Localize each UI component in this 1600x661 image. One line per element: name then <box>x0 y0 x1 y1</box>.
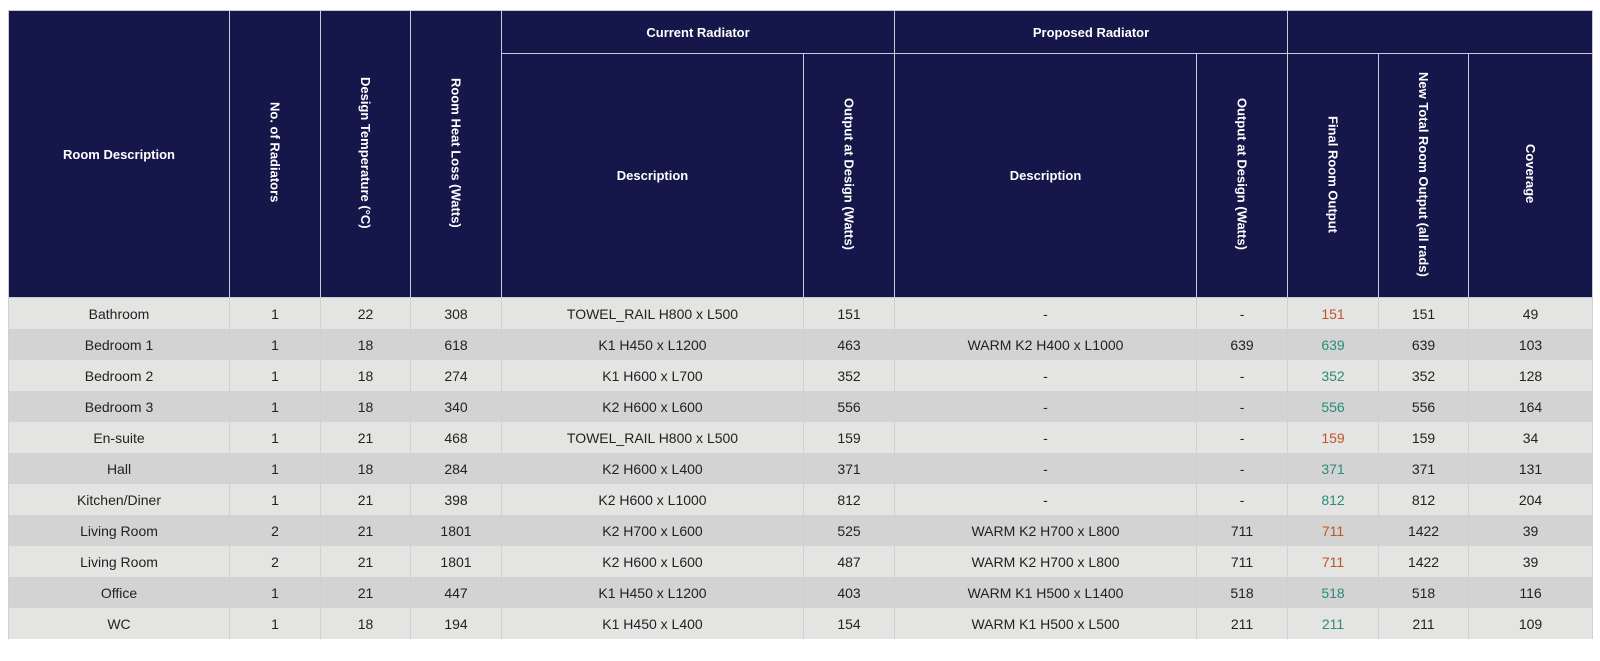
cell-proposed-output: 711 <box>1197 546 1288 577</box>
cell-proposed-output: - <box>1197 391 1288 422</box>
header-proposed-output: Output at Design (Watts) <box>1197 54 1288 298</box>
cell-room: Bedroom 3 <box>9 391 230 422</box>
cell-proposed-description: - <box>895 298 1197 330</box>
cell-current-description: K1 H450 x L1200 <box>502 329 804 360</box>
cell-proposed-output: 639 <box>1197 329 1288 360</box>
table-row <box>9 484 1593 515</box>
cell-design-temperature: 18 <box>321 391 411 422</box>
cell-coverage: 103 <box>1469 329 1593 360</box>
cell-room-heat-loss: 1801 <box>411 546 502 577</box>
header-proposed-description: Description <box>895 54 1197 298</box>
table-row <box>9 329 1593 360</box>
cell-room: Living Room <box>9 515 230 546</box>
cell-current-output: 154 <box>804 608 895 639</box>
cell-coverage: 128 <box>1469 360 1593 391</box>
header-current-radiator: Current Radiator <box>502 11 895 54</box>
cell-final-room-output: 711 <box>1288 546 1379 577</box>
header-no-of-radiators: No. of Radiators <box>230 11 321 298</box>
cell-final-room-output: 159 <box>1288 422 1379 453</box>
cell-proposed-description: WARM K1 H500 x L500 <box>895 608 1197 639</box>
header-coverage: Coverage <box>1469 54 1593 298</box>
cell-new-total-room-output: 371 <box>1379 453 1469 484</box>
cell-new-total-room-output: 352 <box>1379 360 1469 391</box>
cell-proposed-description: WARM K2 H400 x L1000 <box>895 329 1197 360</box>
cell-new-total-room-output: 639 <box>1379 329 1469 360</box>
cell-new-total-room-output: 1422 <box>1379 546 1469 577</box>
cell-room: WC <box>9 608 230 639</box>
cell-no-of-radiators: 2 <box>230 515 321 546</box>
cell-current-output: 556 <box>804 391 895 422</box>
cell-current-output: 812 <box>804 484 895 515</box>
cell-proposed-description: - <box>895 422 1197 453</box>
header-current-output: Output at Design (Watts) <box>804 54 895 298</box>
table-row <box>9 360 1593 391</box>
cell-proposed-description: WARM K2 H700 x L800 <box>895 546 1197 577</box>
cell-no-of-radiators: 1 <box>230 577 321 608</box>
table-row <box>9 453 1593 484</box>
cell-current-description: TOWEL_RAIL H800 x L500 <box>502 298 804 330</box>
cell-proposed-description: - <box>895 484 1197 515</box>
cell-no-of-radiators: 1 <box>230 422 321 453</box>
cell-design-temperature: 21 <box>321 422 411 453</box>
cell-room: Office <box>9 577 230 608</box>
table-row <box>9 422 1593 453</box>
cell-coverage: 39 <box>1469 515 1593 546</box>
cell-new-total-room-output: 556 <box>1379 391 1469 422</box>
cell-proposed-description: - <box>895 360 1197 391</box>
cell-coverage: 116 <box>1469 577 1593 608</box>
cell-room: Hall <box>9 453 230 484</box>
cell-current-output: 463 <box>804 329 895 360</box>
cell-room-heat-loss: 274 <box>411 360 502 391</box>
cell-current-description: K1 H450 x L1200 <box>502 577 804 608</box>
cell-no-of-radiators: 2 <box>230 546 321 577</box>
cell-proposed-output: - <box>1197 360 1288 391</box>
radiator-schedule <box>8 10 1592 639</box>
cell-current-description: K2 H600 x L600 <box>502 546 804 577</box>
cell-no-of-radiators: 1 <box>230 391 321 422</box>
cell-proposed-description: WARM K1 H500 x L1400 <box>895 577 1197 608</box>
header-final-room-output: Final Room Output <box>1288 54 1379 298</box>
table-row <box>9 608 1593 639</box>
cell-design-temperature: 22 <box>321 298 411 330</box>
cell-final-room-output: 211 <box>1288 608 1379 639</box>
cell-new-total-room-output: 151 <box>1379 298 1469 330</box>
table-body <box>9 298 1593 640</box>
cell-room-heat-loss: 618 <box>411 329 502 360</box>
cell-room: Kitchen/Diner <box>9 484 230 515</box>
table-row <box>9 391 1593 422</box>
header-room-heat-loss: Room Heat Loss (Watts) <box>411 11 502 298</box>
header-proposed-radiator: Proposed Radiator <box>895 11 1288 54</box>
cell-design-temperature: 21 <box>321 515 411 546</box>
cell-design-temperature: 21 <box>321 484 411 515</box>
cell-current-output: 525 <box>804 515 895 546</box>
cell-final-room-output: 812 <box>1288 484 1379 515</box>
table-row <box>9 298 1593 330</box>
cell-no-of-radiators: 1 <box>230 608 321 639</box>
cell-new-total-room-output: 1422 <box>1379 515 1469 546</box>
cell-design-temperature: 18 <box>321 360 411 391</box>
cell-proposed-output: - <box>1197 453 1288 484</box>
cell-design-temperature: 21 <box>321 546 411 577</box>
cell-proposed-description: - <box>895 453 1197 484</box>
cell-design-temperature: 18 <box>321 329 411 360</box>
cell-proposed-description: WARM K2 H700 x L800 <box>895 515 1197 546</box>
cell-design-temperature: 21 <box>321 577 411 608</box>
cell-current-output: 151 <box>804 298 895 330</box>
header-current-description: Description <box>502 54 804 298</box>
cell-no-of-radiators: 1 <box>230 329 321 360</box>
cell-current-output: 371 <box>804 453 895 484</box>
cell-final-room-output: 371 <box>1288 453 1379 484</box>
cell-final-room-output: 711 <box>1288 515 1379 546</box>
cell-no-of-radiators: 1 <box>230 360 321 391</box>
cell-room: Bedroom 1 <box>9 329 230 360</box>
cell-coverage: 39 <box>1469 546 1593 577</box>
cell-room-heat-loss: 468 <box>411 422 502 453</box>
table-row <box>9 546 1593 577</box>
cell-current-description: K2 H600 x L600 <box>502 391 804 422</box>
cell-room: En-suite <box>9 422 230 453</box>
cell-new-total-room-output: 812 <box>1379 484 1469 515</box>
cell-proposed-output: - <box>1197 484 1288 515</box>
cell-coverage: 131 <box>1469 453 1593 484</box>
cell-current-description: K2 H600 x L1000 <box>502 484 804 515</box>
cell-proposed-output: 711 <box>1197 515 1288 546</box>
cell-room-heat-loss: 398 <box>411 484 502 515</box>
cell-proposed-output: 518 <box>1197 577 1288 608</box>
cell-room: Living Room <box>9 546 230 577</box>
cell-design-temperature: 18 <box>321 453 411 484</box>
table-row <box>9 577 1593 608</box>
header-summary-group <box>1288 11 1593 54</box>
cell-coverage: 34 <box>1469 422 1593 453</box>
cell-no-of-radiators: 1 <box>230 484 321 515</box>
cell-coverage: 164 <box>1469 391 1593 422</box>
cell-final-room-output: 352 <box>1288 360 1379 391</box>
cell-final-room-output: 518 <box>1288 577 1379 608</box>
cell-current-output: 352 <box>804 360 895 391</box>
cell-room-heat-loss: 340 <box>411 391 502 422</box>
cell-room-heat-loss: 194 <box>411 608 502 639</box>
cell-final-room-output: 556 <box>1288 391 1379 422</box>
cell-room: Bedroom 2 <box>9 360 230 391</box>
cell-coverage: 109 <box>1469 608 1593 639</box>
header-design-temperature: Design Temperature (°C) <box>321 11 411 298</box>
table-row <box>9 515 1593 546</box>
cell-current-output: 403 <box>804 577 895 608</box>
header-room-description: Room Description <box>9 11 230 298</box>
cell-proposed-output: 211 <box>1197 608 1288 639</box>
cell-current-description: TOWEL_RAIL H800 x L500 <box>502 422 804 453</box>
cell-current-description: K1 H600 x L700 <box>502 360 804 391</box>
cell-room-heat-loss: 284 <box>411 453 502 484</box>
cell-current-description: K1 H450 x L400 <box>502 608 804 639</box>
cell-new-total-room-output: 159 <box>1379 422 1469 453</box>
cell-room-heat-loss: 1801 <box>411 515 502 546</box>
cell-room-heat-loss: 308 <box>411 298 502 330</box>
cell-current-description: K2 H600 x L400 <box>502 453 804 484</box>
cell-current-output: 487 <box>804 546 895 577</box>
cell-current-description: K2 H700 x L600 <box>502 515 804 546</box>
radiator-table <box>8 10 1593 639</box>
cell-proposed-output: - <box>1197 298 1288 330</box>
cell-design-temperature: 18 <box>321 608 411 639</box>
cell-coverage: 204 <box>1469 484 1593 515</box>
cell-final-room-output: 151 <box>1288 298 1379 330</box>
cell-new-total-room-output: 518 <box>1379 577 1469 608</box>
cell-room-heat-loss: 447 <box>411 577 502 608</box>
cell-room: Bathroom <box>9 298 230 330</box>
cell-current-output: 159 <box>804 422 895 453</box>
cell-proposed-output: - <box>1197 422 1288 453</box>
cell-new-total-room-output: 211 <box>1379 608 1469 639</box>
cell-no-of-radiators: 1 <box>230 453 321 484</box>
table-header <box>9 11 1593 298</box>
cell-no-of-radiators: 1 <box>230 298 321 330</box>
cell-final-room-output: 639 <box>1288 329 1379 360</box>
cell-proposed-description: - <box>895 391 1197 422</box>
cell-coverage: 49 <box>1469 298 1593 330</box>
header-new-total-room-output: New Total Room Output (all rads) <box>1379 54 1469 298</box>
